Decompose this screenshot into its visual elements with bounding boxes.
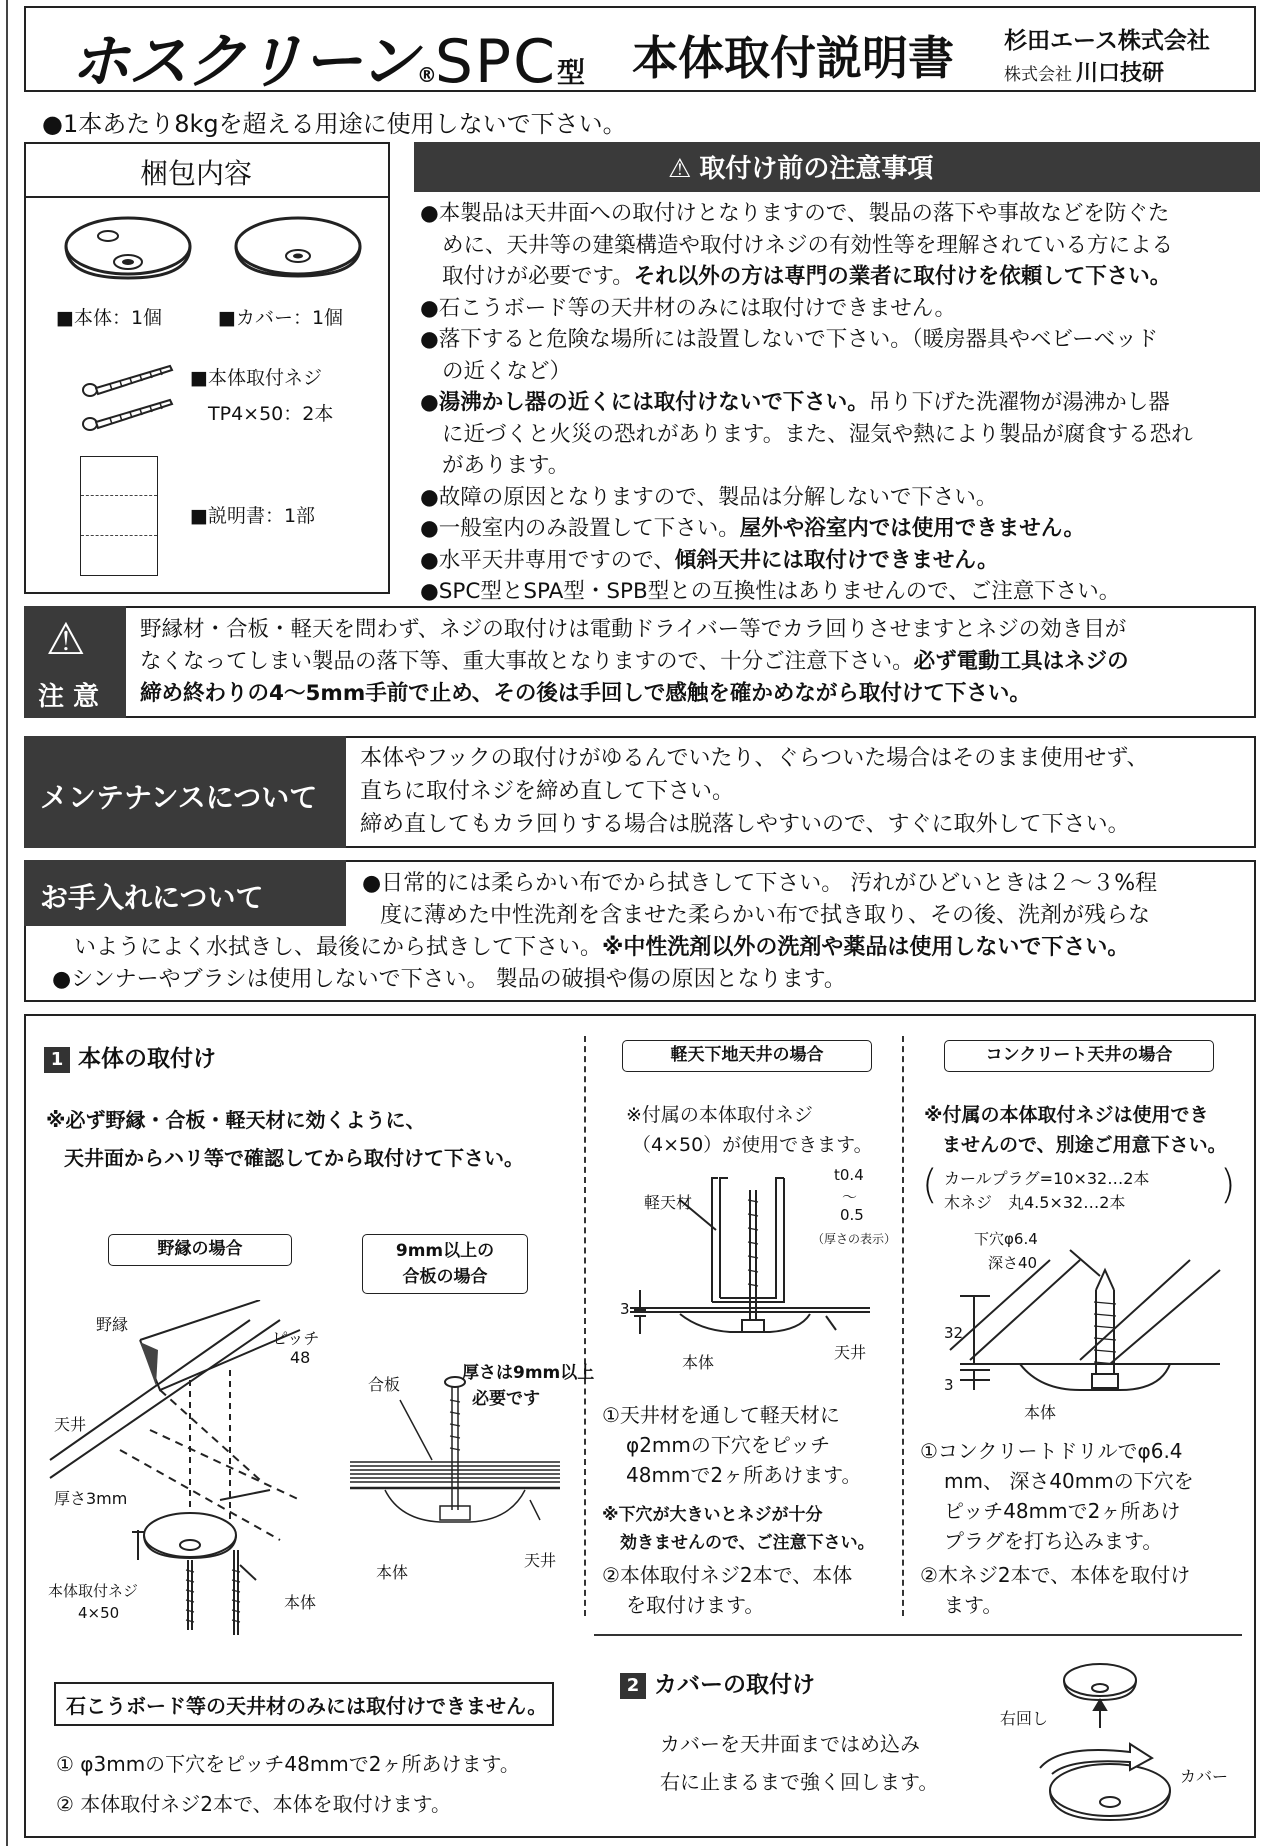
precaution-4-bold: ●湯沸かし器の近くには取付けないで下さい。 bbox=[420, 390, 869, 415]
caution-line1: 野縁材・合板・軽天を問わず、ネジの取付けは電動ドライバー等でカラ回りさせますとネジの効き目が bbox=[140, 617, 1127, 642]
step2-line2: 右に止まるまで強く回します。 bbox=[660, 1770, 939, 1794]
step1-title: 本体の取付け bbox=[78, 1046, 216, 1072]
step2-d-cover: カバー bbox=[1180, 1767, 1229, 1786]
step2-number: 2 bbox=[620, 1673, 646, 1699]
concrete-inst2-line2: ます。 bbox=[944, 1593, 1003, 1617]
model-suffix: 型 bbox=[556, 56, 583, 89]
lgs-inst2 bbox=[602, 1560, 852, 1620]
precaution-8: ●SPC型とSPA型・SPB型との互換性はありませんので、ご注意下さい。 bbox=[420, 579, 1121, 604]
precaution-6-normal: ●一般室内のみ設置して下さい。 bbox=[420, 516, 740, 541]
concrete-note2: ませんので、別途ご用意下さい。 bbox=[942, 1134, 1227, 1156]
precaution-2: ●石こうボード等の天井材のみには取付けできません。 bbox=[420, 295, 957, 321]
d-screw-size: 4×50 bbox=[78, 1604, 120, 1622]
step1-note1: ※必ず野縁・合板・軽天材に効くように、 bbox=[46, 1108, 426, 1132]
brand-name: ホスクリーン bbox=[70, 27, 417, 97]
precaution-4-line3: があります。 bbox=[442, 453, 570, 478]
doc-title: 本体取付説明書 bbox=[632, 31, 954, 85]
lgs-d-t4: （厚さの表示） bbox=[812, 1232, 897, 1246]
pkg-manual: ■説明書：1部 bbox=[190, 505, 316, 527]
d-body: 本体 bbox=[284, 1593, 317, 1612]
step2-heading bbox=[620, 1666, 815, 1699]
d-goban: 合板 bbox=[368, 1375, 401, 1394]
concrete-spec2: 木ネジ 丸4.5×32…2本 bbox=[944, 1193, 1126, 1212]
registered-mark: ® bbox=[416, 63, 435, 87]
lgs-d-3: 3 bbox=[620, 1300, 630, 1318]
plywood-label bbox=[362, 1234, 528, 1294]
company-2-prefix: 株式会社 bbox=[1004, 65, 1072, 85]
d-pitch: ピッチ bbox=[272, 1329, 320, 1348]
concrete-spec1: カールプラグ=10×32…2本 bbox=[944, 1169, 1150, 1188]
pkg-screw-spec: TP4×50：2本 bbox=[208, 403, 334, 425]
brand-logo bbox=[70, 14, 583, 100]
lgs-note2: （4×50）が使用できます。 bbox=[632, 1134, 873, 1156]
model-name: SPC bbox=[434, 27, 557, 97]
pkg-screw-name: ■本体取付ネジ bbox=[190, 367, 322, 389]
maintenance-line3: 締め直してもカラ回りする場合は脱落しやすいので、すぐに取外して下さい。 bbox=[360, 812, 1130, 837]
precautions-title-wrap bbox=[668, 148, 933, 185]
concrete-inst1-line4: プラグを打ち込みます。 bbox=[944, 1529, 1163, 1553]
precautions-list bbox=[420, 198, 1260, 608]
concrete-note1: ※付属の本体取付ネジは使用でき bbox=[924, 1104, 1209, 1126]
lgs-d-t3: 0.5 bbox=[840, 1206, 864, 1224]
precaution-6-bold: 屋外や浴室内では使用できません。 bbox=[739, 516, 1086, 541]
caution-label: 注 意 bbox=[38, 682, 100, 712]
lgs-d-material: 軽天材 bbox=[644, 1193, 693, 1212]
maintenance-title: メンテナンスについて bbox=[40, 781, 318, 814]
caution-line3: 締め終わりの4～5mm手前で止め、その後は手回しで感触を確かめながら取付けて下さい。 bbox=[140, 681, 1031, 706]
precaution-1-bold: それ以外の方は専門の業者に取付けを依頼して下さい。 bbox=[633, 264, 1172, 289]
d-ceiling2: 天井 bbox=[524, 1551, 557, 1570]
company-2 bbox=[1004, 56, 1164, 87]
manual-illustration bbox=[80, 456, 158, 576]
d-thick: 厚さ3mm bbox=[54, 1489, 128, 1508]
pkg-body: ■本体：1個 bbox=[56, 307, 163, 329]
pkg-cover: ■カバー：1個 bbox=[218, 307, 344, 329]
maintenance-line1: 本体やフックの取付けがゆるんでいたり、ぐらついた場合はそのまま使用せず、 bbox=[360, 746, 1149, 771]
step2-title: カバーの取付け bbox=[654, 1672, 815, 1698]
care-line3-normal: いようによく水拭きし、最後にから拭きして下さい。 bbox=[74, 935, 603, 960]
care-line3 bbox=[74, 930, 1129, 961]
divider-dashed-2 bbox=[902, 1036, 904, 1616]
lgs-d-t1: t0.4 bbox=[834, 1166, 864, 1184]
concrete-d-32: 32 bbox=[944, 1324, 964, 1342]
care-line3-bold: ※中性洗剤以外の洗剤や薬品は使用しないで下さい。 bbox=[602, 935, 1130, 960]
precaution-5: ●故障の原因となりますので、製品は分解しないで下さい。 bbox=[420, 484, 998, 510]
lgs-warn1: ※下穴が大きいとネジが十分 bbox=[602, 1505, 823, 1525]
step1-heading bbox=[44, 1040, 216, 1073]
precaution-4-line2: に近づくと火災の恐れがあります。また、湿気や熱により製品が腐食する恐れ bbox=[442, 421, 1193, 447]
concrete-inst2 bbox=[920, 1560, 1190, 1620]
limit-notice: ●1本あたり8kgを超える用途に使用しないで下さい。 bbox=[42, 110, 627, 138]
concrete-inst1-line2: mm、 深さ40mmの下穴を bbox=[944, 1469, 1194, 1493]
lgs-label: 軽天下地天井の場合 bbox=[622, 1040, 872, 1072]
lgs-inst2-line2: を取付けます。 bbox=[626, 1593, 765, 1617]
concrete-label: コンクリート天井の場合 bbox=[944, 1040, 1214, 1072]
precaution-1-tail: 取付けが必要です。 bbox=[442, 264, 634, 289]
caution-icon: ⚠ bbox=[46, 614, 86, 665]
precautions-title: 取付け前の注意事項 bbox=[699, 154, 934, 184]
caution-text bbox=[140, 614, 1129, 710]
lgs-inst1-line3: 48mmで2ヶ所あけます。 bbox=[626, 1463, 862, 1487]
step2-line1: カバーを天井面まではめ込み bbox=[660, 1732, 920, 1756]
concrete-d-depth: 深さ40 bbox=[988, 1254, 1038, 1272]
precaution-3-line1: ●落下すると危険な場所には設置しないで下さい。（暖房器具やベビーベッド bbox=[420, 327, 1159, 352]
lgs-d-ceiling: 天井 bbox=[834, 1343, 867, 1362]
noen-label: 野縁の場合 bbox=[108, 1234, 292, 1266]
divider-dashed-1 bbox=[584, 1036, 586, 1616]
step1-note2: 天井面からハリ等で確認してから取付けて下さい。 bbox=[64, 1146, 524, 1170]
precaution-6 bbox=[420, 513, 1260, 545]
precaution-1 bbox=[420, 198, 1260, 293]
plywood-label-line1: 9mm以上の bbox=[395, 1241, 495, 1261]
concrete-inst1 bbox=[920, 1436, 1194, 1556]
lgs-d-t2: 〜 bbox=[842, 1188, 858, 1206]
caution-line2 bbox=[140, 646, 1129, 678]
maintenance-line2: 直ちに取付ネジを締め直して下さい。 bbox=[360, 779, 735, 804]
warning-triangle-icon: ⚠ bbox=[668, 154, 692, 184]
d-screw: 本体取付ネジ bbox=[48, 1582, 139, 1600]
care-title: お手入れについて bbox=[40, 881, 264, 914]
concrete-d-hole: 下穴φ6.4 bbox=[974, 1230, 1038, 1248]
concrete-inst1-line1: ①コンクリートドリルでφ6.4 bbox=[920, 1439, 1183, 1463]
precaution-7-bold: 傾斜天井には取付けできません。 bbox=[674, 547, 999, 573]
care-line2: 度に薄めた中性洗剤を含ませた柔らかい布で拭き取り、その後、洗剤が残らな bbox=[380, 903, 1151, 928]
step1-warning: 石こうボード等の天井材のみには取付けできません。 bbox=[66, 1694, 548, 1718]
cover-illustration bbox=[228, 206, 368, 296]
precaution-3-line2: の近くなど） bbox=[442, 358, 572, 384]
precaution-4 bbox=[420, 387, 1260, 482]
step1-number: 1 bbox=[44, 1047, 70, 1073]
lgs-inst1-line2: φ2mmの下穴をピッチ bbox=[626, 1433, 831, 1457]
precaution-7-normal: ●水平天井専用ですので、 bbox=[420, 547, 675, 573]
care-line4: ●シンナーやブラシは使用しないで下さい。 製品の破損や傷の原因となります。 bbox=[52, 967, 846, 992]
step2-d-right: 右回し bbox=[1000, 1709, 1049, 1728]
left-margin-line bbox=[6, 0, 8, 1846]
d-pitch-val: 48 bbox=[290, 1348, 311, 1367]
screw-illustration bbox=[80, 360, 180, 434]
plywood-label-line2: 合板の場合 bbox=[402, 1267, 488, 1287]
package-title: 梱包内容 bbox=[140, 157, 253, 190]
concrete-d-3: 3 bbox=[944, 1376, 954, 1394]
maintenance-text bbox=[360, 742, 1148, 841]
body-illustration bbox=[58, 206, 198, 296]
d-body2: 本体 bbox=[376, 1563, 409, 1582]
caution-line2-bold: 必ず電動工具はネジの bbox=[913, 649, 1129, 674]
d-ceiling: 天井 bbox=[54, 1415, 87, 1434]
concrete-spec-open: ( bbox=[922, 1162, 938, 1208]
lgs-note1: ※付属の本体取付ネジ bbox=[626, 1104, 813, 1126]
concrete-inst1-line3: ピッチ48mmで2ヶ所あけ bbox=[944, 1499, 1181, 1523]
lgs-warn2: 効きませんので、ご注意下さい。 bbox=[620, 1533, 875, 1553]
divider-horizontal bbox=[594, 1634, 1242, 1636]
concrete-diagram bbox=[930, 1240, 1230, 1410]
precaution-3 bbox=[420, 324, 1260, 387]
company-2-name: 川口技研 bbox=[1076, 61, 1165, 86]
precaution-4-line1 bbox=[420, 387, 1260, 419]
precaution-4-rest: 吊り下げた洗濯物が湯沸かし器 bbox=[868, 390, 1170, 415]
lgs-inst2-line1: ②本体取付ネジ2本で、本体 bbox=[602, 1563, 853, 1587]
d-goban-note1: 厚さは9mm以上 bbox=[462, 1363, 595, 1383]
d-noen: 野縁 bbox=[96, 1315, 129, 1334]
precaution-1-line3 bbox=[420, 261, 1260, 293]
caution-line2-normal: なくなってしまい製品の落下等、重大事故となりますので、十分ご注意下さい。 bbox=[140, 649, 914, 674]
precaution-7 bbox=[420, 545, 1260, 577]
lgs-inst1-line1: ①天井材を通して軽天材に bbox=[602, 1403, 840, 1427]
care-line1: ●日常的には柔らかい布でから拭きして下さい。 汚れがひどいときは２～３%程 bbox=[362, 871, 1158, 896]
d-goban-note2: 必要です bbox=[472, 1389, 540, 1409]
concrete-spec-close: ) bbox=[1220, 1162, 1236, 1208]
lgs-inst1 bbox=[602, 1400, 862, 1490]
precaution-1-line1: ●本製品は天井面への取付けとなりますので、製品の落下や事故などを防ぐた bbox=[420, 201, 1170, 226]
cover-rotation-diagram bbox=[1030, 1640, 1210, 1836]
concrete-inst2-line1: ②木ネジ2本で、本体を取付け bbox=[920, 1563, 1191, 1587]
concrete-d-body: 本体 bbox=[1024, 1403, 1057, 1422]
step1-inst2: ② 本体取付ネジ2本で、本体を取付けます。 bbox=[56, 1792, 452, 1816]
company-1: 杉田エース株式会社 bbox=[1004, 28, 1210, 54]
step1-inst1: ① φ3mmの下穴をピッチ48mmで2ヶ所あけます。 bbox=[56, 1752, 520, 1776]
lgs-d-body: 本体 bbox=[682, 1353, 715, 1372]
precaution-1-line2: めに、天井等の建築構造や取付けネジの有効性等を理解されている方による bbox=[442, 232, 1174, 258]
